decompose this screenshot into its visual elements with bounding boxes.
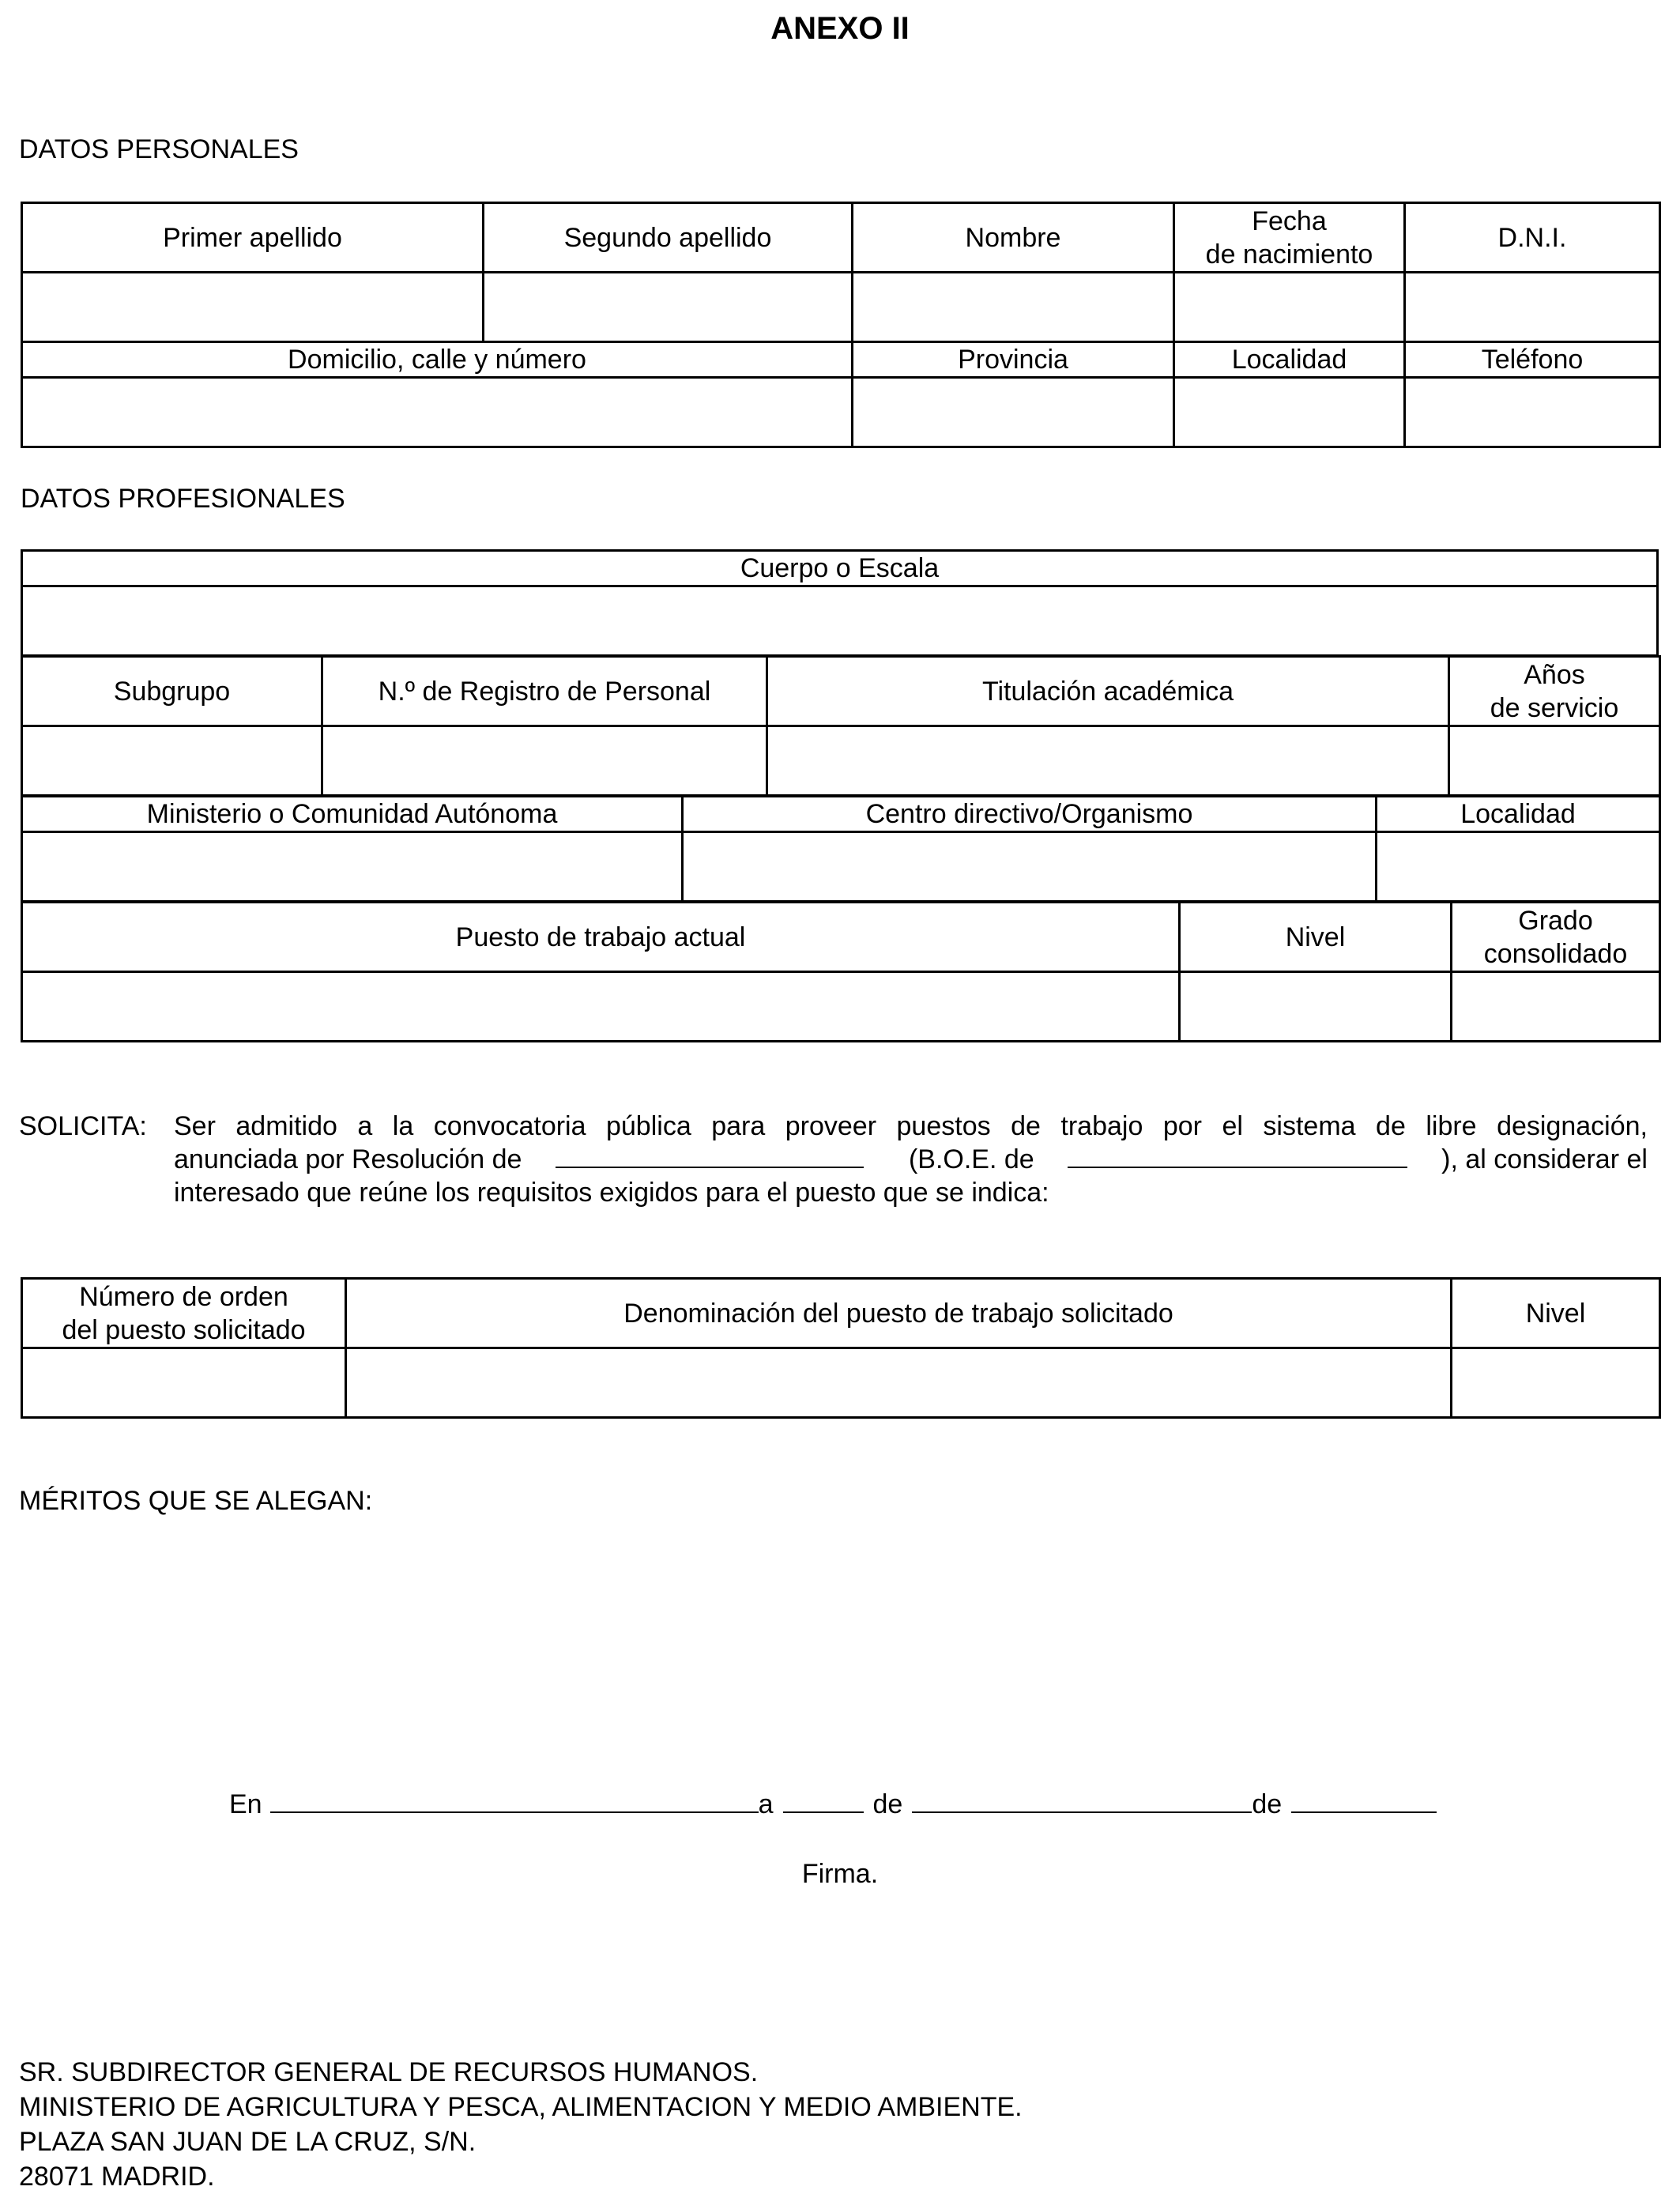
page-title: ANEXO II [770, 11, 910, 46]
solicita-paragraph [174, 1110, 1648, 1209]
ministerio-input-row [22, 832, 1660, 902]
cuerpo-table [21, 549, 1659, 657]
header-grado-line1: Grado [1518, 905, 1593, 936]
address-line: 28071 MADRID. [19, 2162, 215, 2192]
denominacion-field[interactable] [346, 1348, 1452, 1418]
header-provincia: Provincia [853, 342, 1174, 378]
header-registro-personal: N.º de Registro de Personal [322, 657, 767, 726]
subgrupo-field[interactable] [22, 726, 322, 796]
header-nivel-actual: Nivel [1180, 903, 1452, 972]
nivel-actual-field[interactable] [1180, 972, 1452, 1042]
solicita-line3: interesado que reúne los requisitos exigidos para el puesto que se indica: [174, 1178, 1049, 1208]
centro-directivo-field[interactable] [683, 832, 1377, 902]
header-segundo-apellido: Segundo apellido [484, 203, 853, 273]
solicita-line2 [174, 1143, 1648, 1176]
header-anos-servicio [1449, 657, 1660, 726]
date-de1-label: de [872, 1789, 903, 1819]
header-fecha-line2: de nacimiento [1205, 239, 1373, 270]
cuerpo-header-row [22, 551, 1658, 586]
cuerpo-escala-field[interactable] [22, 586, 1658, 656]
header-nivel-solicitado: Nivel [1452, 1279, 1660, 1348]
header-nombre: Nombre [853, 203, 1174, 273]
header-centro-directivo: Centro directivo/Organismo [683, 797, 1377, 832]
personal-input-row [22, 273, 1660, 342]
header-cuerpo-escala: Cuerpo o Escala [22, 551, 1658, 586]
localidad-prof-field[interactable] [1377, 832, 1660, 902]
titulacion-field[interactable] [767, 726, 1449, 796]
header-grado-consolidado [1452, 903, 1660, 972]
segundo-apellido-field[interactable] [484, 273, 853, 342]
ministerio-header-row [22, 797, 1660, 832]
date-a-label: a [758, 1789, 774, 1819]
header-anos-line2: de servicio [1490, 692, 1619, 723]
solicita-line2-b: (B.O.E. de [908, 1144, 1034, 1174]
header-domicilio: Domicilio, calle y número [22, 342, 853, 378]
address-input-row [22, 378, 1660, 447]
header-fecha-line1: Fecha [1252, 205, 1327, 236]
place-blank[interactable] [270, 1788, 759, 1813]
address-line: PLAZA SAN JUAN DE LA CRUZ, S/N. [19, 2127, 477, 2157]
solicita-line2-c: ), al considerar el [1441, 1144, 1648, 1174]
header-subgrupo: Subgrupo [22, 657, 322, 726]
meritos-heading: MÉRITOS QUE SE ALEGAN: [19, 1486, 373, 1516]
date-en-label: En [229, 1789, 262, 1819]
address-header-row [22, 342, 1660, 378]
header-fecha-nacimiento [1174, 203, 1405, 273]
dni-field[interactable] [1405, 273, 1660, 342]
address-line: SR. SUBDIRECTOR GENERAL DE RECURSOS HUMANOS. [19, 2057, 759, 2087]
header-localidad: Localidad [1174, 342, 1405, 378]
localidad-field[interactable] [1174, 378, 1405, 447]
month-blank[interactable] [912, 1788, 1252, 1813]
firma-label: Firma. [801, 1859, 879, 1889]
day-blank[interactable] [783, 1788, 864, 1813]
puesto-solicitado-header-row [22, 1279, 1660, 1348]
subgrupo-input-row [22, 726, 1660, 796]
meritos-area[interactable] [19, 1529, 1659, 1759]
professional-data-heading: DATOS PROFESIONALES [21, 484, 345, 514]
solicita-line2-a: anunciada por Resolución de [174, 1144, 522, 1174]
puesto-actual-table [21, 901, 1661, 1042]
header-numero-orden [22, 1279, 346, 1348]
header-telefono: Teléfono [1405, 342, 1660, 378]
puesto-actual-field[interactable] [22, 972, 1180, 1042]
address-line: MINISTERIO DE AGRICULTURA Y PESCA, ALIMENTACION Y MEDIO AMBIENTE. [19, 2092, 1023, 2122]
cuerpo-input-row [22, 586, 1658, 656]
numero-orden-field[interactable] [22, 1348, 346, 1418]
nombre-field[interactable] [853, 273, 1174, 342]
header-numero-orden-line1: Número de orden [79, 1281, 288, 1312]
ministerio-field[interactable] [22, 832, 683, 902]
header-dni: D.N.I. [1405, 203, 1660, 273]
header-numero-orden-line2: del puesto solicitado [62, 1314, 306, 1345]
fecha-nacimiento-field[interactable] [1174, 273, 1405, 342]
year-blank[interactable] [1291, 1788, 1437, 1813]
header-titulacion: Titulación académica [767, 657, 1449, 726]
personal-data-heading: DATOS PERSONALES [19, 134, 299, 164]
personal-header-row [22, 203, 1660, 273]
anos-servicio-field[interactable] [1449, 726, 1660, 796]
domicilio-field[interactable] [22, 378, 853, 447]
header-localidad-prof: Localidad [1377, 797, 1660, 832]
grado-consolidado-field[interactable] [1452, 972, 1660, 1042]
nivel-solicitado-field[interactable] [1452, 1348, 1660, 1418]
puesto-solicitado-table [21, 1277, 1661, 1419]
puesto-solicitado-input-row [22, 1348, 1660, 1418]
solicita-line1: Ser admitido a la convocatoria pública para proveer puestos de trabajo por el sistema de libre designación, [174, 1111, 1648, 1141]
telefono-field[interactable] [1405, 378, 1660, 447]
personal-data-table [21, 202, 1661, 448]
header-ministerio: Ministerio o Comunidad Autónoma [22, 797, 683, 832]
primer-apellido-field[interactable] [22, 273, 484, 342]
resolucion-blank[interactable] [556, 1143, 864, 1168]
provincia-field[interactable] [853, 378, 1174, 447]
ministerio-table [21, 795, 1661, 903]
header-grado-line2: consolidado [1483, 938, 1628, 969]
address-block [19, 2055, 1023, 2194]
solicita-label: SOLICITA: [19, 1111, 147, 1141]
date-line [229, 1788, 1437, 1821]
header-puesto-actual: Puesto de trabajo actual [22, 903, 1180, 972]
puesto-actual-input-row [22, 972, 1660, 1042]
header-primer-apellido: Primer apellido [22, 203, 484, 273]
header-anos-line1: Años [1524, 659, 1585, 690]
subgrupo-header-row [22, 657, 1660, 726]
subgrupo-table [21, 655, 1661, 797]
puesto-actual-header-row [22, 903, 1660, 972]
header-denominacion: Denominación del puesto de trabajo solicitado [346, 1279, 1452, 1348]
boe-date-blank[interactable] [1068, 1143, 1407, 1168]
date-de2-label: de [1252, 1789, 1283, 1819]
registro-personal-field[interactable] [322, 726, 767, 796]
